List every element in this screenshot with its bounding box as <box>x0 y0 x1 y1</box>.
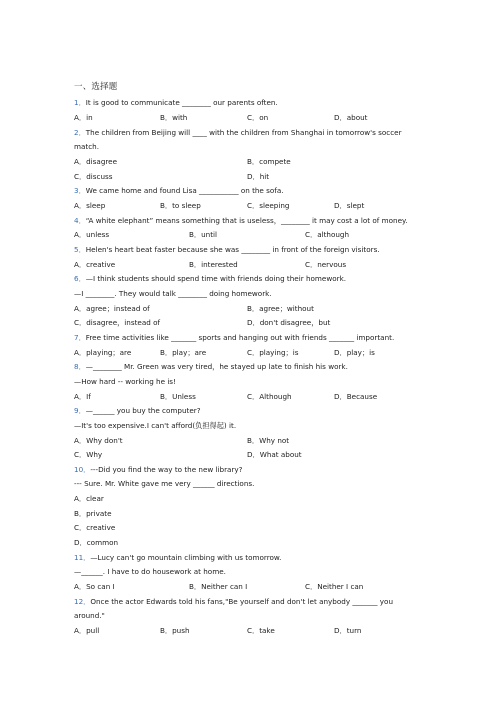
option-d: D．hit <box>247 172 270 181</box>
question-12 <box>74 597 393 607</box>
option-c: C．sleeping <box>247 201 290 210</box>
option-d: D．common <box>74 538 119 547</box>
question-4 <box>74 216 408 226</box>
question-text: Helen's heart beat faster because she was ________ in front of the foreign visitors. <box>85 245 380 254</box>
question-3 <box>74 186 284 196</box>
option-a: A．clear <box>74 494 104 503</box>
option-b: B．Why not <box>247 436 290 445</box>
question-1 <box>74 98 278 108</box>
option-c: C．disagree，instead of <box>74 318 161 327</box>
question-text: —I think students should spend time with friends doing their homework. <box>85 274 347 283</box>
option-b: B．interested <box>189 260 238 269</box>
question-number: 12． <box>74 597 91 606</box>
option-a: A．playing；are <box>74 348 132 357</box>
option-b: B．with <box>160 113 188 122</box>
option-d: D．about <box>334 113 368 122</box>
option-b: B．agree；without <box>247 304 314 313</box>
option-c: C．creative <box>74 523 116 532</box>
question-continuation: around." <box>74 611 105 620</box>
question-number: 7． <box>74 333 86 342</box>
option-d: D．slept <box>334 201 365 210</box>
option-a: A．agree；instead of <box>74 304 150 313</box>
option-c: C．Why <box>74 450 103 459</box>
option-a: A．pull <box>74 626 100 635</box>
question-6 <box>74 274 346 284</box>
question-number: 2． <box>74 128 86 137</box>
question-9 <box>74 406 201 416</box>
option-c: C．nervous <box>305 260 347 269</box>
option-a: A．disagree <box>74 157 118 166</box>
option-a: A．So can I <box>74 582 115 591</box>
question-number: 8． <box>74 362 86 371</box>
question-10 <box>74 465 243 475</box>
option-d: D．don't disagree，but <box>247 318 331 327</box>
question-continuation: —I ________. They would talk ________ doing homework. <box>74 289 272 298</box>
option-b: B．private <box>74 509 112 518</box>
option-c: C．Neither I can <box>305 582 364 591</box>
option-c: C．on <box>247 113 269 122</box>
option-b: B．until <box>189 230 218 239</box>
option-d: D．turn <box>334 626 362 635</box>
option-a: A．unless <box>74 230 110 239</box>
question-number: 4． <box>74 216 86 225</box>
question-number: 11． <box>74 553 91 562</box>
question-number: 5． <box>74 245 86 254</box>
option-c: C．although <box>305 230 350 239</box>
question-continuation: —It's too expensive.I can't afford(负担得起) it. <box>74 421 237 430</box>
question-text: —________ Mr. Green was very tired，he stayed up late to finish his work. <box>85 362 348 371</box>
question-continuation: match. <box>74 142 100 151</box>
question-text: “A white elephant” means something that is useless，________ it may cost a lot of money. <box>85 216 408 225</box>
question-number: 9． <box>74 406 86 415</box>
question-text: Once the actor Edwards told his fans,"Be yourself and don't let anybody _______ you <box>90 597 394 606</box>
option-c: C．take <box>247 626 275 635</box>
question-number: 10． <box>74 465 91 474</box>
question-continuation: —How hard -- working he is! <box>74 377 176 386</box>
question-text: We came home and found Lisa ___________ on the sofa. <box>85 186 284 195</box>
option-d: D．play；is <box>334 348 375 357</box>
section-title: 一、选择题 <box>74 82 118 92</box>
question-text: —______ you buy the computer? <box>85 406 201 415</box>
option-d: D．Because <box>334 392 378 401</box>
question-continuation: —______. I have to do housework at home. <box>74 567 226 576</box>
question-7 <box>74 333 394 343</box>
option-b: B．Unless <box>160 392 196 401</box>
option-c: C．Although <box>247 392 292 401</box>
option-a: A．If <box>74 392 91 401</box>
option-a: A．creative <box>74 260 116 269</box>
option-b: B．compete <box>247 157 291 166</box>
question-2 <box>74 128 402 138</box>
option-b: B．play；are <box>160 348 207 357</box>
option-b: B．to sleep <box>160 201 201 210</box>
option-a: A．Why don't <box>74 436 123 445</box>
option-c: C．discuss <box>74 172 113 181</box>
question-text: It is good to communicate ________ our parents often. <box>85 98 278 107</box>
option-a: A．in <box>74 113 93 122</box>
question-continuation: --- Sure. Mr. White gave me very ______ directions. <box>74 479 255 488</box>
option-a: A．sleep <box>74 201 106 210</box>
option-b: B．Neither can I <box>189 582 248 591</box>
question-text: The children from Beijing will ____ with the children from Shanghai in tomorrow's soccer <box>85 128 402 137</box>
question-text: ---Did you find the way to the new library? <box>90 465 243 474</box>
option-b: B．push <box>160 626 190 635</box>
question-8 <box>74 362 348 372</box>
option-d: D．What about <box>247 450 302 459</box>
question-text: Free time activities like _______ sports and hanging out with friends _______ important. <box>85 333 395 342</box>
question-text: —Lucy can't go mountain climbing with us tomorrow. <box>90 553 282 562</box>
question-number: 6． <box>74 274 86 283</box>
question-number: 3． <box>74 186 86 195</box>
question-5 <box>74 245 380 255</box>
question-11 <box>74 553 281 563</box>
option-c: C．playing；is <box>247 348 299 357</box>
question-number: 1． <box>74 98 86 107</box>
